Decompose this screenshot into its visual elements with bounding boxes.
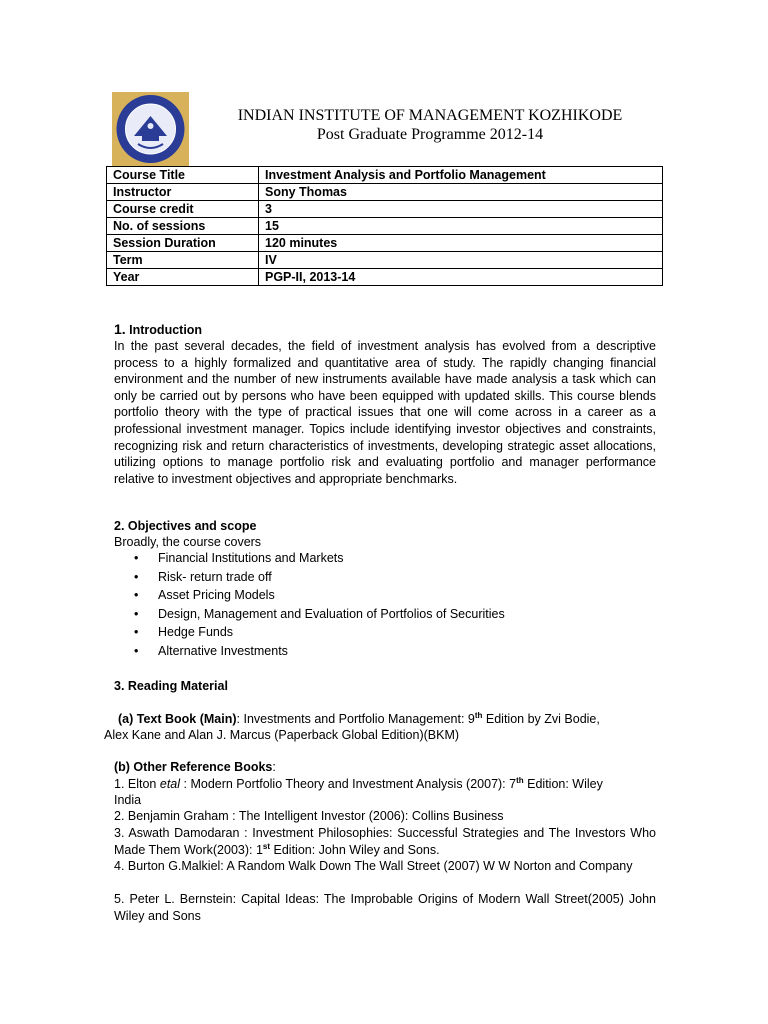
introduction-heading: 1. Introduction xyxy=(114,321,203,337)
list-item: • Asset Pricing Models xyxy=(134,588,275,602)
table-value: 15 xyxy=(259,218,663,235)
reading-heading: 3. Reading Material xyxy=(114,679,228,693)
table-value: Sony Thomas xyxy=(259,184,663,201)
introduction-text: In the past several decades, the field of investment analysis has evolved from a descriptive process to a highly formalized and quantitative area of study. The rapidly changing financial environment and the number of new instruments available have made analysis a task which can only be carried out by persons who have been equipped with updated skills. This course blends portfolio theory with the type of practical issues that one will come across in a career as a professional investment manager. Topics include identifying investor objectives and constraints, recognizing risk and return characteristics of investments, developing strategic asset allocations, utilizing options to manage portfolio risk and evaluating portfolio and manager performance relative to investment objectives and appropriate benchmarks. xyxy=(114,339,656,486)
table-value: Investment Analysis and Portfolio Management xyxy=(259,167,663,184)
institute-title: INDIAN INSTITUTE OF MANAGEMENT KOZHIKODE xyxy=(237,107,623,124)
list-item: • Design, Management and Evaluation of Portfolios of Securities xyxy=(134,606,505,621)
reference-2: 2. Benjamin Graham : The Intelligent Investor (2006): Collins Business xyxy=(114,809,504,823)
table-label: Course credit xyxy=(107,201,259,218)
other-books-heading: (b) Other Reference Books: xyxy=(114,760,276,774)
table-row xyxy=(107,184,663,201)
table-value: PGP-II, 2013-14 xyxy=(259,269,663,286)
table-label: Year xyxy=(107,269,259,286)
table-label: Session Duration xyxy=(107,235,259,252)
course-info-table xyxy=(106,166,663,286)
reference-5: 5. Peter L. Bernstein: Capital Ideas: The Improbable Origins of Modern Wall Street(2005) John Wiley and Sons xyxy=(114,892,656,923)
textbook-line-2: Alex Kane and Alan J. Marcus (Paperback Global Edition)(BKM) xyxy=(104,728,460,742)
table-row xyxy=(107,201,663,218)
programme-title: Post Graduate Programme 2012-14 xyxy=(316,126,544,143)
logo-seal-icon xyxy=(112,92,189,166)
list-item: • Alternative Investments xyxy=(134,643,288,658)
objectives-heading: 2. Objectives and scope xyxy=(114,519,257,533)
table-row xyxy=(107,167,663,184)
table-row xyxy=(107,269,663,286)
objectives-list xyxy=(114,549,656,660)
table-value: IV xyxy=(259,252,663,269)
table-row xyxy=(107,235,663,252)
table-label: No. of sessions xyxy=(107,218,259,235)
table-label: Term xyxy=(107,252,259,269)
reference-3: 3. Aswath Damodaran : Investment Philosophies: Successful Strategies and The Investors Who Made Them Work(2003): 1st Edition: John Wiley and Sons. xyxy=(114,826,656,857)
reference-4: 4. Burton G.Malkiel: A Random Walk Down The Wall Street (2007) W W Norton and Company xyxy=(114,859,633,873)
institute-logo xyxy=(112,92,189,166)
list-item: • Financial Institutions and Markets xyxy=(134,551,344,565)
reference-1: 1. Elton etal : Modern Portfolio Theory and Investment Analysis (2007): 7th Edition: Wiley xyxy=(114,776,603,791)
list-item: • Hedge Funds xyxy=(134,625,234,639)
objectives-intro: Broadly, the course covers xyxy=(114,535,262,549)
table-row xyxy=(107,218,663,235)
list-item: • Risk- return trade off xyxy=(134,569,272,584)
textbook-line: (a) Text Book (Main): Investments and Portfolio Management: 9th Edition by Zvi Bodie, xyxy=(118,711,600,726)
reference-1-cont: India xyxy=(114,793,142,807)
table-row xyxy=(107,252,663,269)
table-label: Course Title xyxy=(107,167,259,184)
table-value: 3 xyxy=(259,201,663,218)
table-label: Instructor xyxy=(107,184,259,201)
table-value: 120 minutes xyxy=(259,235,663,252)
